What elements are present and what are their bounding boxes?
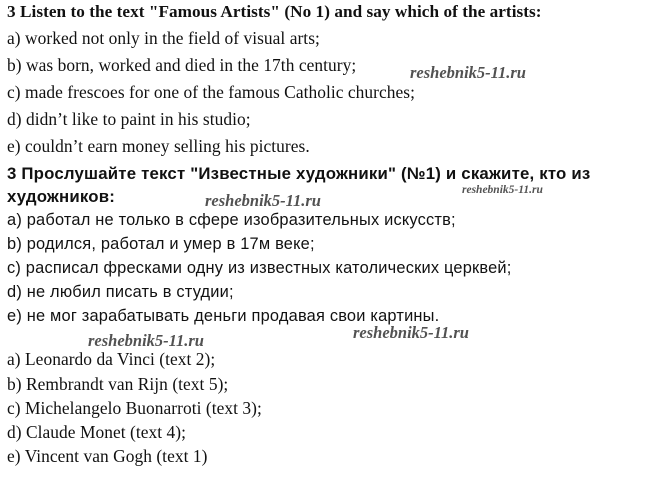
task-ru-item-c: c) расписал фресками одну из известных католических церквей; bbox=[7, 259, 512, 277]
task-ru-heading-line2: художников: bbox=[7, 187, 116, 206]
watermark-2: reshebnik5-11.ru bbox=[462, 184, 543, 196]
watermark-1: reshebnik5-11.ru bbox=[410, 63, 526, 82]
task-ru-item-a: a) работал не только в сфере изобразительных искусств; bbox=[7, 211, 456, 229]
answer-a: a) Leonardo da Vinci (text 2); bbox=[7, 349, 216, 369]
task-ru-item-d: d) не любил писать в студии; bbox=[7, 283, 234, 301]
task-ru-item-b: b) родился, работал и умер в 17м веке; bbox=[7, 235, 315, 253]
task-en-item-e: e) couldn’t earn money selling his pictures. bbox=[7, 136, 310, 156]
task-en-item-c: c) made frescoes for one of the famous Catholic churches; bbox=[7, 82, 415, 102]
task-en-item-b: b) was born, worked and died in the 17th century; bbox=[7, 55, 357, 75]
answer-d: d) Claude Monet (text 4); bbox=[7, 422, 186, 442]
task-ru-heading-line1: 3 Прослушайте текст "Известные художники" (№1) и скажите, кто из bbox=[7, 164, 591, 183]
answer-b: b) Rembrandt van Rijn (text 5); bbox=[7, 374, 229, 394]
watermark-5: reshebnik5-11.ru bbox=[88, 331, 204, 350]
answer-c: c) Michelangelo Buonarroti (text 3); bbox=[7, 398, 262, 418]
task-ru-item-e: e) не мог зарабатывать деньги продавая свои картины. bbox=[7, 307, 440, 325]
watermark-4: reshebnik5-11.ru bbox=[353, 323, 469, 342]
task-en-item-a: a) worked not only in the field of visual arts; bbox=[7, 28, 320, 48]
task-en-item-d: d) didn’t like to paint in his studio; bbox=[7, 109, 251, 129]
answer-e: e) Vincent van Gogh (text 1) bbox=[7, 446, 208, 466]
task-en-heading: 3 Listen to the text "Famous Artists" (No 1) and say which of the artists: bbox=[7, 2, 542, 21]
watermark-3: reshebnik5-11.ru bbox=[205, 191, 321, 210]
